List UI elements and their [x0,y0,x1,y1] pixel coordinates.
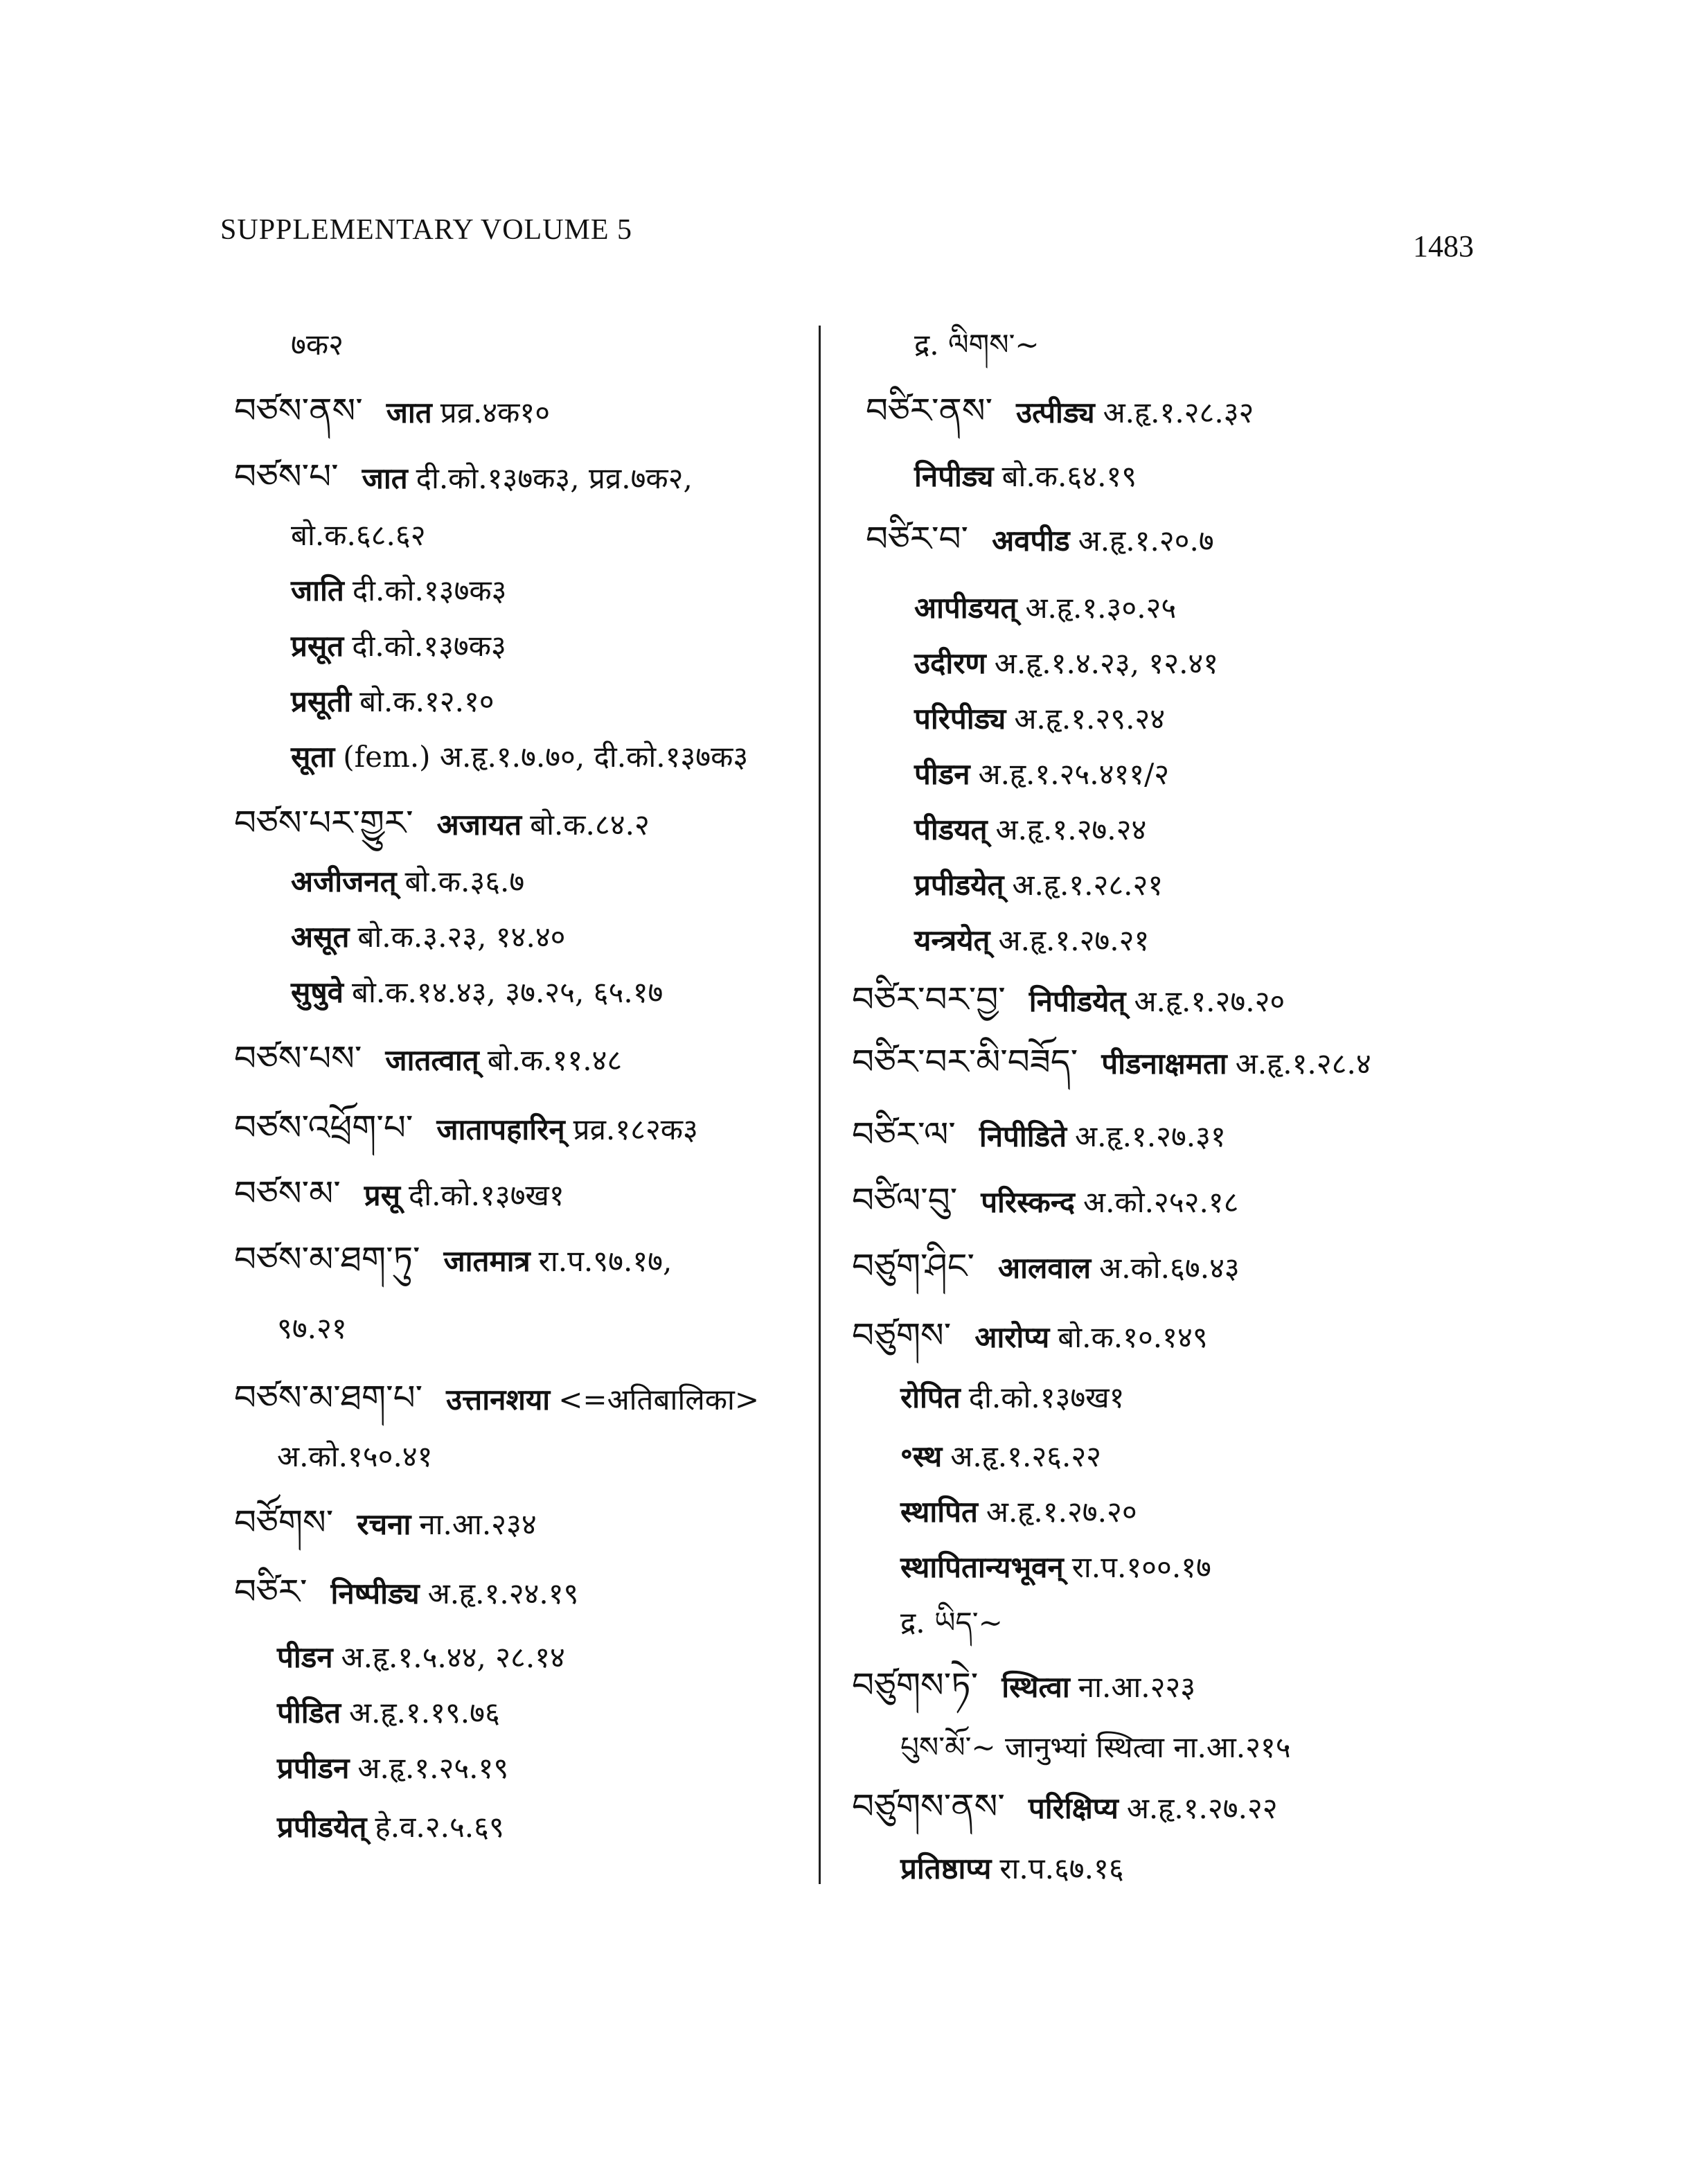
entry-line [914,755,1169,794]
entry-line [914,810,1146,849]
tibetan-headword: བཙོགས་ [234,1502,334,1543]
sanskrit-equivalent: प्रसूत [291,629,344,663]
entry-line [234,1503,537,1544]
sanskrit-equivalent: असूत [291,920,350,954]
tibetan-headword: བཙས་པར་གྱུར་ [234,803,413,843]
entry-line [900,1493,1137,1532]
sanskrit-equivalent: जाति [291,574,344,607]
entry-line [277,1638,565,1677]
reference: अ.को.१५०.४१ [277,1439,433,1473]
tibetan-headword: བཙུགས་ [852,1315,952,1356]
sanskrit-equivalent: पीडयत् [914,813,988,846]
entry-line [852,1247,1240,1288]
sanskrit-equivalent: पीडन [277,1640,333,1674]
reference: ७क२ [291,328,344,362]
reference: रा.प.६७.१६ [999,1852,1124,1885]
sanskrit-equivalent: स्थापितान्यभूवन् [900,1550,1064,1584]
entry-line [852,1316,1208,1357]
sanskrit-equivalent: प्रसूती [291,684,352,718]
sanskrit-equivalent: जातापहारिन् [436,1112,565,1146]
tibetan-headword: བཙས་འཕྲོག་པ་ [234,1108,413,1148]
entry-line [234,1174,564,1215]
tibetan-headword: བཙིར་བར་བྱ་ [852,979,1006,1020]
entry-line [234,1108,698,1149]
reference: अ.हृ.१.२७.२० [986,1495,1137,1529]
reference: (fem.) अ.हृ.१.७.७०, दी.को.१३७क३ [343,740,749,774]
tibetan-headword: བཙས་པ་ [234,456,339,497]
sanskrit-equivalent: आपीडयत् [914,591,1017,625]
reference: दी.को.१३७क३ [352,629,506,663]
entry-line [291,682,495,721]
entry-line [234,804,650,844]
reference: द्र. ཡིད་~ [900,1606,1003,1640]
sanskrit-equivalent: निपीडिते [979,1119,1067,1153]
reference: दी.को.१३७क३, प्रव्र.७क२, [416,461,693,495]
reference: अ.को.२५२.१८ [1083,1185,1239,1219]
tibetan-headword: བཙས་མ་ཐག་པ་ [234,1378,423,1418]
tibetan-headword: བཙིར་བར་མི་བཟོད་ [852,1042,1078,1082]
sanskrit-equivalent: जातत्वात् [385,1043,479,1077]
tibetan-headword: བཙིར་བ་ [866,519,969,559]
running-title: SUPPLEMENTARY VOLUME 5 [220,214,633,246]
reference: दी.को.१३७ख१ [968,1380,1125,1414]
tibetan-headword: བཙིར་ནས་ [866,391,993,431]
entry-line [234,457,693,498]
sanskrit-equivalent: जात [362,461,408,495]
entry-line [852,1042,1371,1083]
entry-line [234,1572,578,1613]
reference: बो.क.३६.७ [404,864,525,898]
reference: प्रव्र.१८२क३ [573,1112,698,1146]
entry-line [234,1240,672,1281]
sanskrit-equivalent: परिपीड्य [914,702,1006,736]
reference: बो.क.३.२३, १४.४० [357,920,566,954]
entry-line [914,866,1163,905]
reference: बो.क.८४.२ [530,808,650,842]
reference: ना.आ.२३४ [419,1507,537,1541]
tibetan-headword: བཙས་ནས་ [234,391,363,431]
entry-line [900,1849,1124,1888]
entry-line [291,918,566,957]
sanskrit-equivalent: निपीड्य [914,459,994,493]
reference: बो.क.६४.१९ [1001,459,1137,493]
entry-line [866,520,1214,560]
entry-line [852,1787,1278,1828]
sanskrit-equivalent: रचना [357,1507,411,1541]
reference: रा.प.१००.१७ [1071,1550,1211,1584]
sanskrit-equivalent: अवपीड [992,524,1070,558]
sanskrit-equivalent: प्रपीडयेत् [914,868,1004,902]
reference: अ.हृ.१.२७.२४ [995,813,1147,846]
sanskrit-equivalent: पीडनाक्षमता [1101,1047,1227,1081]
reference: अ.हृ.१.२७.२२ [1126,1791,1278,1825]
entry-line [291,862,524,901]
sanskrit-equivalent: अजीजनत् [291,864,397,898]
sanskrit-equivalent: सुषुवे [291,975,344,1009]
entry-line [914,700,1165,738]
reference: <=अतिबालिका> [558,1383,760,1417]
tibetan-headword: བཙིར་ [234,1572,308,1612]
entry-line [291,738,748,776]
reference: बो.क.१२.१० [359,684,495,718]
reference: अ.को.६७.४३ [1099,1251,1240,1285]
sanskrit-equivalent: स्थापित [900,1495,978,1529]
reference: हे.व.२.५.६९ [375,1810,504,1844]
reference: अ.हृ.१.२७.२० [1134,984,1285,1018]
reference: द्र. ལིགས་~ [914,328,1040,362]
entry-line [291,326,344,364]
sanskrit-equivalent: ॰स्थ [900,1439,943,1473]
entry-line [291,973,663,1012]
reference: अ.हृ.१.२८.३२ [1103,396,1254,429]
reference: दी.को.१३७क३ [352,574,507,607]
sanskrit-equivalent: निपीडयेत् [1028,984,1126,1018]
entry-line [234,1378,759,1419]
reference: बो.क.६८.६२ [291,518,426,552]
entry-line [291,516,426,555]
reference: बो.क.१०.१४९ [1058,1320,1208,1354]
sanskrit-equivalent: जातमात्र [443,1244,531,1278]
entry-line [277,1808,504,1847]
entry-line [914,589,1176,628]
sanskrit-equivalent: स्थित्वा [1001,1670,1070,1704]
tibetan-headword: བཙིལ་བུ་ [852,1180,958,1220]
reference: པུས་མོ་~ जानुभ्यां स्थित्वा ना.आ.२१५ [900,1730,1291,1764]
reference: अ.हृ.१.४.२३, १२.४१ [994,646,1219,680]
sanskrit-equivalent: यन्त्रयेत् [914,923,990,957]
reference: अ.हृ.१.२०.७ [1078,524,1214,558]
sanskrit-equivalent: निष्पीड्य [330,1577,420,1610]
entry-line [914,644,1218,683]
sanskrit-equivalent: आलवाल [998,1251,1092,1285]
reference: अ.हृ.१.२९.२४ [1014,702,1166,736]
reference: रा.प.९७.१७, [538,1244,673,1278]
tibetan-headword: བཙས་མ་ཐག་ཏུ་ [234,1239,420,1279]
tibetan-headword: བཙུགས་ཏེ་ [852,1665,979,1705]
entry-line [852,1666,1195,1707]
reference: अ.हृ.१.२४.१९ [427,1577,579,1610]
sanskrit-equivalent: पीडित [277,1696,341,1730]
reference: बो.क.११.४८ [487,1043,623,1077]
sanskrit-equivalent: उत्पीड्य [1016,396,1095,429]
reference: अ.हृ.१.२५.१९ [357,1751,509,1785]
entry-line [852,980,1285,1021]
sanskrit-equivalent: जात [386,396,432,429]
entry-line [852,1181,1238,1222]
sanskrit-equivalent: प्रपीडयेत् [277,1810,367,1844]
entry-line [291,627,506,666]
reference: अ.हृ.१.२६.२२ [950,1439,1102,1473]
sanskrit-equivalent: सूता [291,740,335,774]
reference: प्रव्र.४क१० [440,396,551,429]
sanskrit-equivalent: परिक्षिप्य [1028,1791,1119,1825]
sanskrit-equivalent: आरोप्य [974,1320,1050,1354]
reference: ९७.२१ [277,1311,347,1345]
sanskrit-equivalent: प्रसू [364,1178,400,1212]
reference: अ.हृ.१.५.४४, २८.१४ [341,1640,565,1674]
column-divider [819,326,821,1884]
reference: अ.हृ.१.२५.४११/२ [978,757,1170,791]
tibetan-headword: བཙས་མ་ [234,1173,341,1214]
entry-line [277,1749,508,1788]
sanskrit-equivalent: उदीरण [914,646,986,680]
entry-line [900,1728,1291,1767]
entry-line [277,1309,347,1348]
entry-line [900,1378,1124,1417]
tibetan-headword: བཙུགས་ནས་ [852,1786,1005,1827]
reference: ना.आ.२२३ [1078,1670,1196,1704]
entry-line [277,1437,432,1476]
entry-line [900,1548,1211,1587]
entry-line [866,391,1254,432]
entry-line [914,921,1149,960]
tibetan-headword: བཙིར་ལ་ [852,1115,956,1155]
reference: अ.हृ.१.२८.२१ [1012,868,1164,902]
entry-line [914,457,1137,496]
entry-line [277,1694,500,1732]
sanskrit-equivalent: पीडन [914,757,970,791]
reference: अ.हृ.१.२८.४ [1235,1047,1371,1081]
sanskrit-equivalent: प्रतिष्ठाप्य [900,1852,992,1885]
entry-line [914,326,1040,364]
sanskrit-equivalent: उत्तानशया [446,1383,551,1417]
entry-line [852,1115,1226,1156]
entry-line [234,1039,622,1080]
tibetan-headword: བཙས་པས་ [234,1038,362,1078]
reference: अ.हृ.१.२७.३१ [1075,1119,1226,1153]
reference: दी.को.१३७ख१ [409,1178,564,1212]
sanskrit-equivalent: प्रपीडन [277,1751,350,1785]
reference: अ.हृ.१.१९.७६ [349,1696,500,1730]
sanskrit-equivalent: अजायत [436,808,522,842]
page-number: 1483 [1413,229,1474,263]
reference: अ.हृ.१.२७.२१ [998,923,1150,957]
entry-line [291,571,507,610]
sanskrit-equivalent: परिस्कन्द [981,1185,1075,1219]
entry-line [234,391,550,432]
entry-line [900,1604,1003,1642]
reference: बो.क.१४.४३, ३७.२५, ६५.१७ [352,975,664,1009]
tibetan-headword: བཙུག་ཤིང་ [852,1246,974,1286]
entry-line [900,1437,1101,1476]
reference: अ.हृ.१.३०.२५ [1025,591,1177,625]
sanskrit-equivalent: रोपित [900,1380,961,1414]
